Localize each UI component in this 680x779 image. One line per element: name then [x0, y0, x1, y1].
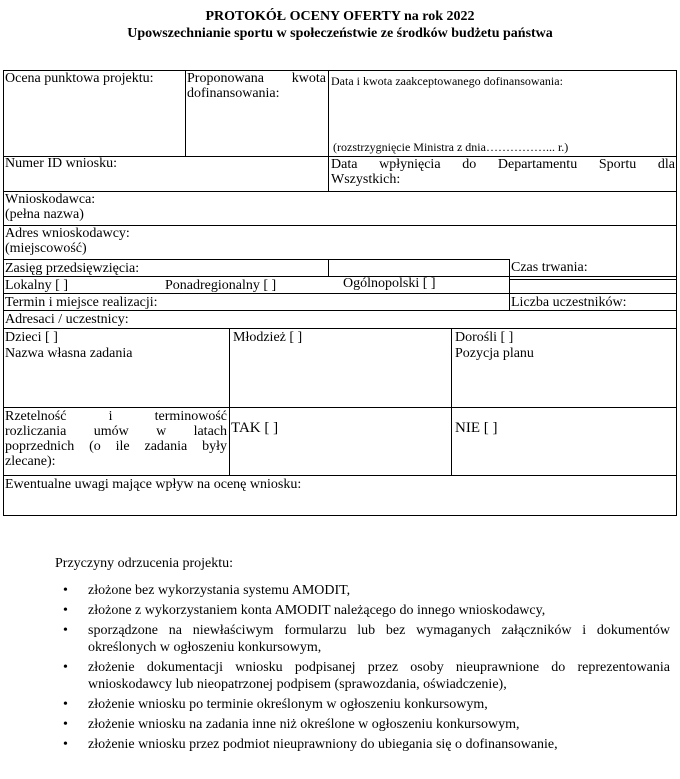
rule-duration-split	[509, 279, 677, 280]
remarks-label: Ewentualne uwagi mające wpływ na ocenę wniosku:	[5, 477, 302, 492]
proposed-amount-label-line1: Proponowana kwota	[187, 71, 326, 86]
recipients-youth-option[interactable]: Młodzież [ ]	[233, 330, 303, 345]
score-label: Ocena punktowa projektu:	[5, 71, 154, 86]
rule-row7	[3, 328, 677, 329]
rule-row6	[3, 310, 677, 311]
received-date-label-line2: Wszystkich:	[331, 172, 401, 187]
scope-national-option[interactable]: Ogólnopolski [ ]	[343, 276, 436, 291]
list-item	[55, 582, 670, 599]
list-item	[55, 716, 670, 733]
applicant-hint: (pełna nazwa)	[5, 207, 84, 222]
reliability-label	[5, 409, 227, 469]
list-item	[55, 602, 670, 619]
rule-col-adults	[451, 328, 452, 475]
rule-col-score	[185, 70, 186, 156]
recipients-children-option[interactable]: Dzieci [ ]	[5, 330, 58, 345]
rule-row4	[3, 276, 677, 277]
rule-col-amount	[328, 70, 329, 191]
scope-supraregional-option[interactable]: Ponadregionalny [ ]	[165, 278, 277, 293]
bullet-icon: •	[63, 717, 68, 732]
rule-row9	[3, 475, 677, 476]
scope-local-option[interactable]: Lokalny [ ]	[5, 278, 68, 293]
recipients-label: Adresaci / uczestnicy:	[5, 312, 129, 327]
list-item	[55, 696, 670, 713]
list-item-text: złożenie dokumentacji wniosku podpisanej przez osoby nieuprawnione do reprezentowania wnioskodawcy lub nieopatrzonej podpisem (sprawozdania, oświadczenie),	[88, 660, 670, 692]
bullet-icon: •	[63, 660, 68, 675]
list-item-text: sporządzone na niewłaściwym formularzu lub bez wymaganych załączników i dokumentów określonych w ogłoszeniu konkursowym,	[88, 623, 670, 655]
applicant-label: Wnioskodawca:	[5, 192, 96, 207]
rule-row8	[3, 407, 677, 408]
rule-col-duration	[509, 259, 510, 310]
bullet-icon: •	[63, 603, 68, 618]
document-subtitle: Upowszechnianie sportu w społeczeństwie ze środków budżetu państwa	[127, 26, 553, 41]
reliability-label-line2: rozliczania umów w latach	[5, 424, 227, 439]
scope-label: Zasięg przedsięwzięcia:	[5, 261, 140, 276]
bullet-icon: •	[63, 623, 68, 638]
list-item-text: złożenie wniosku przez podmiot nieuprawniony do ubiegania się o dofinansowanie,	[88, 737, 558, 752]
participants-label: Liczba uczestników:	[511, 295, 627, 310]
list-item-text: złożenie wniosku na zadania inne niż określone w ogłoszeniu konkursowym,	[88, 717, 520, 732]
address-hint: (miejscowość)	[5, 241, 87, 256]
reliability-no-option[interactable]: NIE [ ]	[455, 420, 498, 436]
bullet-icon: •	[63, 697, 68, 712]
received-date-label-line1: Data wpłynięcia do Departamentu Sportu dla	[331, 157, 675, 172]
list-item-text: złożone z wykorzystaniem konta AMODIT należącego do innego wnioskodawcy,	[88, 603, 546, 618]
date-place-label: Termin i miejsce realizacji:	[5, 295, 158, 310]
application-id-label: Numer ID wniosku:	[5, 156, 117, 171]
rule-scope-sub	[3, 259, 509, 260]
proposed-amount-label	[187, 71, 326, 101]
proposed-amount-label-line2: dofinansowania:	[187, 86, 280, 101]
rejection-list	[55, 582, 670, 753]
list-item-text: złożone bez wykorzystania systemu AMODIT,	[88, 583, 351, 598]
plan-position-label: Pozycja planu	[455, 346, 534, 361]
rejection-heading: Przyczyny odrzucenia projektu:	[55, 556, 234, 571]
document-title: PROTOKÓŁ OCENY OFERTY na rok 2022	[205, 9, 475, 24]
reliability-label-line3: poprzednich (o ile zadania były	[5, 439, 227, 454]
rule-row5	[3, 293, 677, 294]
minister-decision-text: (rozstrzygnięcie Ministra z dnia……………... r.)	[333, 140, 569, 154]
duration-label: Czas trwania:	[511, 260, 588, 275]
task-name-label: Nazwa własna zadania	[5, 346, 133, 361]
address-label: Adres wnioskodawcy:	[5, 226, 130, 241]
reliability-yes-option[interactable]: TAK [ ]	[231, 420, 279, 436]
reliability-label-line4: zlecane):	[5, 454, 56, 469]
bullet-icon: •	[63, 583, 68, 598]
bullet-icon: •	[63, 737, 68, 752]
recipients-adults-option[interactable]: Dorośli [ ]	[455, 330, 514, 345]
received-date-label	[331, 157, 675, 187]
list-item	[55, 659, 670, 693]
reliability-label-line1: Rzetelność i terminowość	[5, 409, 227, 424]
rejection-reasons	[55, 555, 670, 756]
evaluation-form	[3, 70, 677, 516]
list-item-text: złożenie wniosku po terminie określonym w ogłoszeniu konkursowym,	[88, 697, 488, 712]
list-item	[55, 736, 670, 753]
accepted-funding-label: Data i kwota zaakceptowanego dofinansowania:	[331, 74, 563, 88]
list-item	[55, 622, 670, 656]
